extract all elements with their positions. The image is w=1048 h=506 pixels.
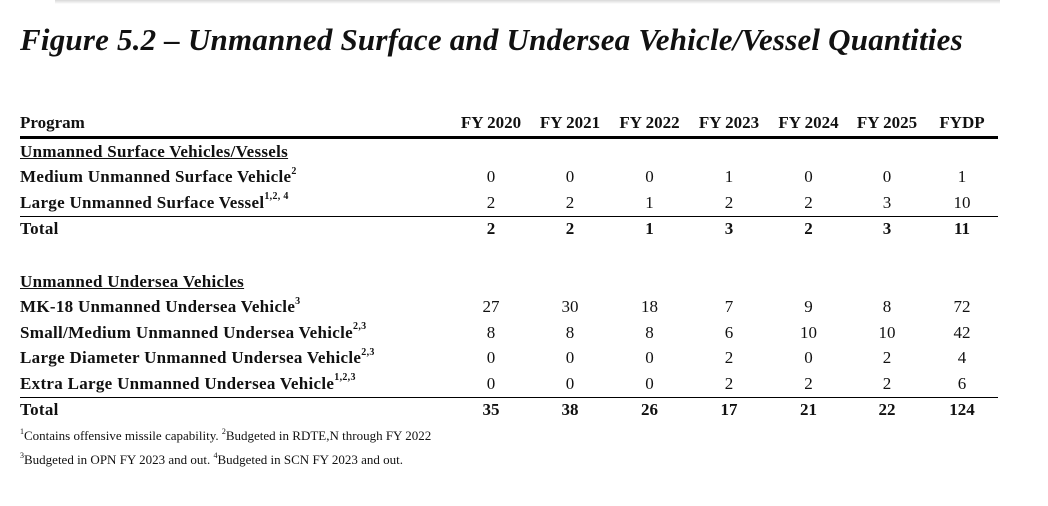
table-row (20, 320, 998, 346)
total-cell: 3 (689, 216, 769, 242)
quantity-cell: 0 (645, 348, 654, 368)
program-name-cell (20, 190, 452, 216)
table-row (20, 346, 998, 372)
spacer-row (20, 242, 998, 269)
footnote-line-1 (20, 428, 431, 444)
column-header-fydp: FYDP (926, 110, 998, 138)
quantity-cell: 0 (804, 348, 813, 368)
total-cell: 2 (452, 216, 530, 242)
total-cell: 38 (530, 397, 610, 423)
top-shadow-line (55, 0, 1000, 4)
quantity-cell: 1 (645, 192, 654, 212)
empty-cell (530, 269, 610, 295)
footnote-ref: 1,2, 4 (264, 191, 289, 203)
quantity-cell: 10 (878, 322, 896, 342)
quantity-cell: 0 (645, 167, 654, 187)
empty-cell (926, 269, 998, 295)
empty-cell (530, 138, 610, 165)
empty-cell (452, 269, 530, 295)
footnote-number: 2 (221, 426, 226, 436)
column-header-fy-2021: FY 2021 (530, 110, 610, 138)
quantity-cell: 2 (565, 192, 575, 212)
program-name-cell (20, 346, 452, 372)
quantity-cell: 0 (565, 348, 575, 368)
footnote-text: Budgeted in SCN FY 2023 and out. (217, 452, 403, 467)
total-cell: 17 (689, 397, 769, 423)
quantity-cell: 10 (800, 322, 817, 342)
total-cell: 11 (926, 216, 998, 242)
quantity-cell: 30 (561, 297, 579, 317)
quantity-cell: 0 (486, 373, 496, 393)
empty-cell (769, 269, 848, 295)
quantity-cell: 2 (724, 373, 734, 393)
quantity-cell: 4 (957, 348, 967, 368)
quantity-cell: 2 (804, 192, 813, 212)
section-heading: Unmanned Surface Vehicles/Vessels (20, 141, 289, 161)
empty-cell (20, 242, 452, 269)
footnote-number: 1 (20, 426, 24, 436)
section-row (20, 269, 998, 295)
empty-cell (926, 138, 998, 165)
quantities-table (20, 110, 998, 423)
empty-cell (769, 242, 848, 269)
program-name: Large Diameter Unmanned Undersea Vehicle (20, 348, 362, 368)
quantity-cell: 2 (804, 373, 813, 393)
column-header-fy-2025: FY 2025 (848, 110, 926, 138)
quantity-cell: 7 (724, 297, 734, 317)
total-cell: 35 (452, 397, 530, 423)
quantity-cell: 27 (482, 297, 500, 317)
quantity-cell: 2 (486, 192, 496, 212)
total-row (20, 216, 998, 242)
program-name: MK-18 Unmanned Undersea Vehicle (20, 297, 296, 317)
quantity-cell: 2 (882, 348, 892, 368)
table-row (20, 371, 998, 397)
quantity-cell: 0 (804, 167, 813, 187)
empty-cell (610, 242, 689, 269)
total-cell: 1 (610, 216, 689, 242)
section-row (20, 138, 998, 165)
footnote-ref: 2,3 (361, 346, 375, 358)
quantity-cell: 0 (565, 167, 575, 187)
total-cell: 3 (848, 216, 926, 242)
footnote-ref: 2,3 (353, 321, 367, 333)
quantity-cell: 2 (724, 192, 734, 212)
program-name: Small/Medium Unmanned Undersea Vehicle (20, 322, 354, 342)
program-name-cell (20, 320, 452, 346)
header-row (20, 110, 998, 138)
quantity-cell: 18 (641, 297, 658, 317)
quantity-cell: 0 (882, 167, 892, 187)
total-label: Total (20, 397, 452, 423)
total-cell: 124 (926, 397, 998, 423)
total-row (20, 397, 998, 423)
figure-title: Figure 5.2 – Unmanned Surface and Undersea Vehicle/Vessel Quantities (20, 22, 963, 57)
quantity-cell: 8 (486, 322, 496, 342)
total-cell: 22 (848, 397, 926, 423)
program-name: Large Unmanned Surface Vessel (20, 192, 265, 212)
table-row (20, 295, 998, 321)
program-name-cell (20, 165, 452, 191)
quantity-cell: 0 (565, 373, 575, 393)
quantity-cell: 6 (724, 322, 734, 342)
empty-cell (848, 242, 926, 269)
quantity-cell: 6 (957, 373, 967, 393)
quantity-cell: 10 (953, 192, 971, 212)
quantity-cell: 2 (724, 348, 734, 368)
quantity-cell: 8 (645, 322, 654, 342)
section-heading: Unmanned Undersea Vehicles (20, 271, 245, 291)
empty-cell (452, 138, 530, 165)
quantity-cell: 72 (953, 297, 971, 317)
quantity-cell: 1 (724, 167, 734, 187)
empty-cell (848, 269, 926, 295)
empty-cell (689, 242, 769, 269)
footnote-ref: 1,2,3 (334, 372, 356, 384)
quantity-cell: 8 (882, 297, 892, 317)
empty-cell (848, 138, 926, 165)
footnote-number: 3 (20, 450, 24, 460)
empty-cell (610, 269, 689, 295)
table-row (20, 190, 998, 216)
empty-cell (769, 138, 848, 165)
quantity-cell: 9 (804, 297, 813, 317)
total-cell: 26 (610, 397, 689, 423)
column-header-program: Program (20, 110, 452, 138)
total-cell: 2 (769, 216, 848, 242)
program-name-cell (20, 371, 452, 397)
footnote-text: Contains offensive missile capability. (24, 428, 222, 443)
footnote-line-2 (20, 452, 403, 468)
quantity-cell: 8 (565, 322, 575, 342)
quantity-cell: 0 (486, 348, 496, 368)
quantity-cell: 42 (953, 322, 971, 342)
empty-cell (530, 242, 610, 269)
total-label: Total (20, 216, 452, 242)
column-header-fy-2022: FY 2022 (610, 110, 689, 138)
footnote-ref: 3 (295, 295, 301, 307)
quantity-cell: 2 (882, 373, 892, 393)
quantity-cell: 0 (486, 167, 496, 187)
footnote-number: 4 (213, 450, 218, 460)
footnote-text: Budgeted in RDTE,N through FY 2022 (225, 428, 432, 443)
program-name: Extra Large Unmanned Undersea Vehicle (20, 373, 335, 393)
column-header-fy-2020: FY 2020 (452, 110, 530, 138)
program-name-cell (20, 295, 452, 321)
total-cell: 21 (769, 397, 848, 423)
footnote-text: Budgeted in OPN FY 2023 and out. (24, 452, 214, 467)
quantity-cell: 0 (645, 373, 654, 393)
column-header-fy-2024: FY 2024 (769, 110, 848, 138)
empty-cell (926, 242, 998, 269)
total-cell: 2 (530, 216, 610, 242)
quantity-cell: 1 (957, 167, 967, 187)
footnote-ref: 2 (291, 165, 297, 177)
empty-cell (689, 269, 769, 295)
table-row (20, 165, 998, 191)
empty-cell (452, 242, 530, 269)
empty-cell (610, 138, 689, 165)
quantity-cell: 3 (882, 192, 892, 212)
empty-cell (689, 138, 769, 165)
program-name: Medium Unmanned Surface Vehicle (20, 167, 292, 187)
column-header-fy-2023: FY 2023 (689, 110, 769, 138)
